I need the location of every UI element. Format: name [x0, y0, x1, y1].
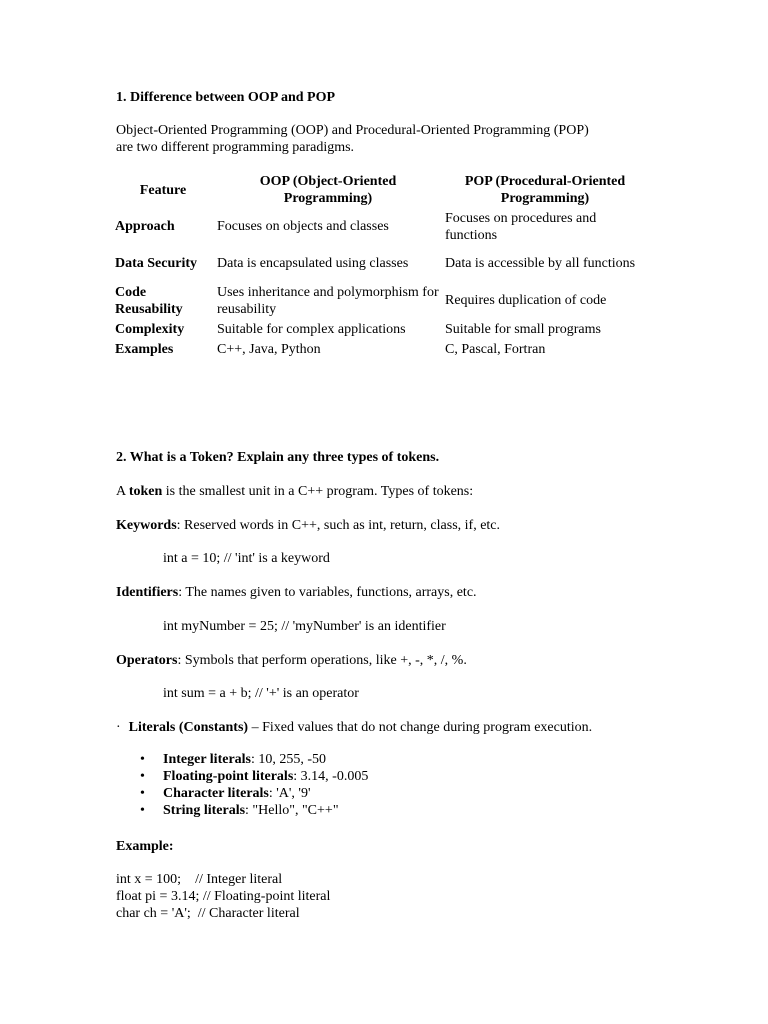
row-examples-oop: C++, Java, Python [217, 341, 321, 357]
row-complexity-oop: Suitable for complex applications [217, 321, 406, 337]
literals-marker: · [116, 720, 121, 735]
table-row [112, 319, 648, 339]
section2-heading: 2. What is a Token? Explain any three types of tokens. [116, 450, 440, 465]
identifiers-code: int myNumber = 25; // 'myNumber' is an identifier [163, 619, 446, 634]
row-reusability-oop: Uses inheritance and polymorphism for reusability [217, 284, 439, 317]
example-line-2: float pi = 3.14; // Floating-point literal [116, 889, 331, 904]
table-row [112, 245, 648, 282]
bullet-icon: • [140, 752, 145, 767]
row-approach-pop: Focuses on procedures and functions [445, 210, 597, 243]
row-security-oop: Data is encapsulated using classes [217, 256, 409, 271]
identifiers-definition: Identifiers: The names given to variables, functions, arrays, etc. [116, 585, 477, 600]
bullet-icon: • [140, 786, 145, 801]
row-examples-pop: C, Pascal, Fortran [445, 341, 546, 357]
section1-intro-line1: Object-Oriented Programming (OOP) and Procedural-Oriented Programming (POP) [116, 123, 589, 138]
row-approach-oop: Focuses on objects and classes [217, 219, 389, 234]
row-complexity-feature: Complexity [115, 321, 185, 337]
row-approach-feature: Approach [115, 219, 175, 234]
literal-types-list [116, 751, 368, 819]
table-row [112, 282, 648, 319]
keywords-code: int a = 10; // 'int' is a keyword [163, 551, 330, 566]
row-security-pop: Data is accessible by all functions [445, 256, 636, 271]
literals-term: Literals (Constants) [128, 720, 249, 735]
bullet-icon: • [140, 769, 145, 784]
row-security-feature: Data Security [115, 256, 198, 271]
list-item: • Integer literals: 10, 255, -50 [140, 752, 327, 767]
table-header-row [112, 172, 648, 208]
list-item: • Character literals: 'A', '9' [140, 786, 311, 801]
section1-intro-line2: are two different programming paradigms. [116, 140, 355, 155]
keywords-term: Keywords [116, 518, 177, 533]
row-examples-feature: Examples [115, 341, 174, 357]
table-row [112, 208, 648, 245]
token-intro: A token is the smallest unit in a C++ program. Types of tokens: [116, 484, 474, 499]
list-item: • Floating-point literals: 3.14, -0.005 [140, 769, 369, 784]
operators-term: Operators [116, 653, 178, 668]
literals-definition: · Literals (Constants) – Fixed values that do not change during program execution. [116, 720, 593, 735]
header-oop: OOP (Object-Oriented Programming) [259, 174, 397, 206]
keywords-definition: Keywords: Reserved words in C++, such as int, return, class, if, etc. [116, 518, 501, 533]
row-reusability-feature: Code Reusability [115, 284, 183, 317]
operators-code: int sum = a + b; // '+' is an operator [163, 686, 359, 701]
operators-definition: Operators: Symbols that perform operations, like +, -, *, /, %. [116, 653, 467, 668]
example-line-3: char ch = 'A'; // Character literal [116, 906, 300, 921]
header-feature: Feature [139, 182, 187, 198]
list-item: • String literals: "Hello", "C++" [140, 803, 339, 818]
token-term: token [128, 484, 163, 499]
example-line-1: int x = 100; // Integer literal [116, 872, 283, 887]
table-row [112, 339, 648, 359]
row-complexity-pop: Suitable for small programs [445, 321, 601, 337]
example-heading: Example: [116, 839, 174, 854]
comparison-table [112, 172, 648, 359]
identifiers-term: Identifiers [116, 585, 179, 600]
section1-heading: 1. Difference between OOP and POP [116, 90, 336, 105]
row-reusability-pop: Requires duplication of code [445, 293, 607, 308]
header-pop: POP (Procedural-Oriented Programming) [464, 174, 626, 206]
bullet-icon: • [140, 803, 145, 818]
